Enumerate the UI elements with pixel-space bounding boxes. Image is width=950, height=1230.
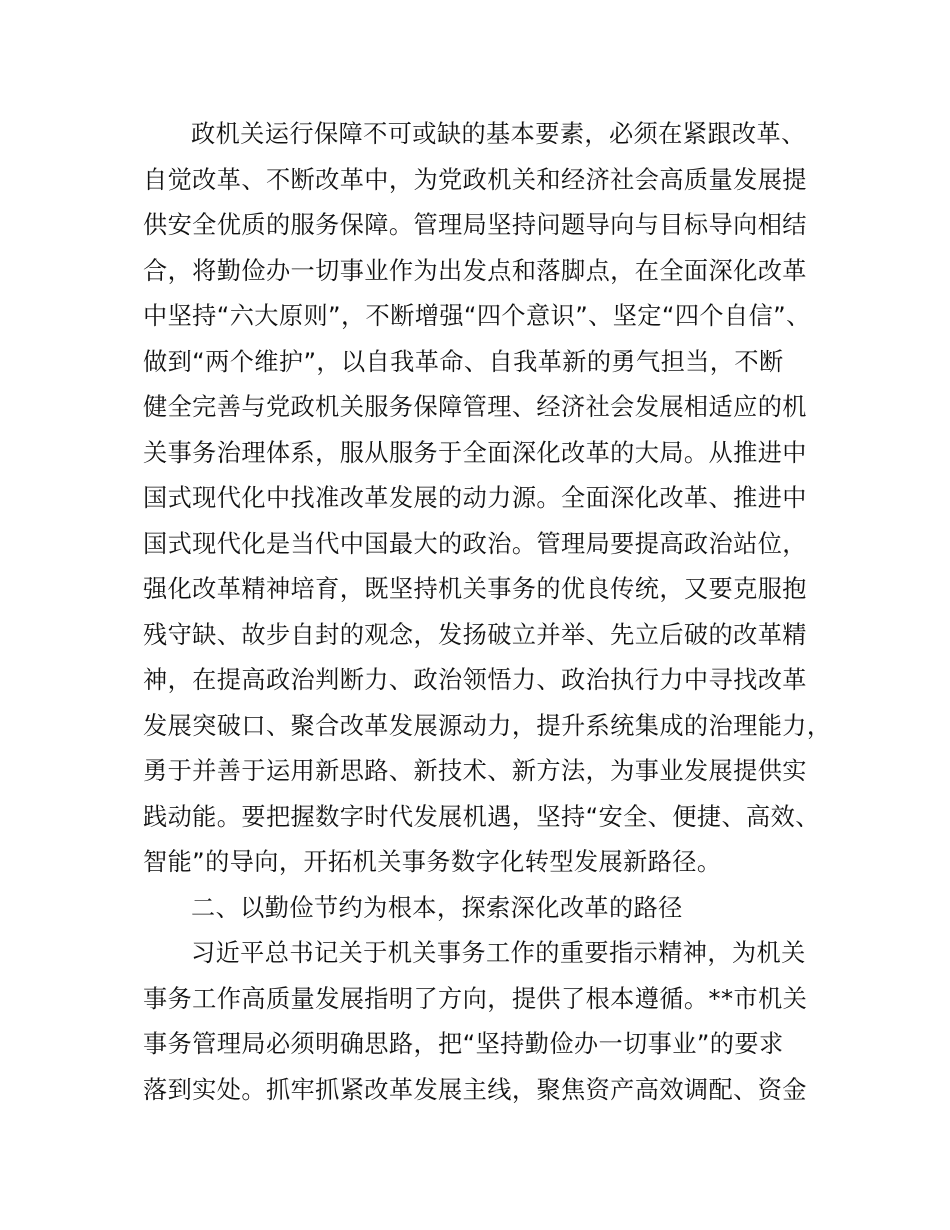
text-line: 勇于并善于运用新思路、新技术、新方法，为事业发展提供实	[143, 757, 807, 785]
text-line: 自觉改革、不断改革中，为党政机关和经济社会高质量发展提	[143, 165, 807, 194]
text-line: 政机关运行保障不可或缺的基本要素，必须在紧跟改革、	[191, 120, 806, 148]
text-line: 落到实处。抓牢抓紧改革发展主线，聚焦资产高效调配、资金	[143, 1075, 807, 1104]
text-line: 神，在提高政治判断力、政治领悟力、政治执行力中寻找改革	[143, 666, 807, 694]
section-heading-2	[143, 886, 833, 932]
heading-text: 二、以勤俭节约为根本，探索深化改革的路径	[191, 893, 683, 922]
paragraph-2	[143, 931, 833, 1113]
text-line: 事务管理局必须明确思路，把“坚持勤俭办一切事业”的要求	[143, 1030, 784, 1058]
text-line: 供安全优质的服务保障。管理局坚持问题导向与目标导向相结	[143, 211, 807, 239]
text-line: 关事务治理体系，服从服务于全面深化改革的大局。从推进中	[143, 438, 807, 467]
text-line: 践动能。要把握数字时代发展机遇，坚持“安全、便捷、高效、	[143, 802, 820, 831]
text-line: 国式现代化是当代中国最大的政治。管理局要提高政治站位，	[143, 529, 807, 558]
text-line: 国式现代化中找准改革发展的动力源。全面深化改革、推进中	[143, 484, 807, 512]
text-line: 合，将勤俭办一切事业作为出发点和落脚点，在全面深化改革	[143, 256, 807, 285]
document-body	[143, 112, 833, 1113]
text-line: 残守缺、故步自封的观念，发扬破立并举、先立后破的改革精	[143, 620, 807, 649]
text-line: 中坚持“六大原则”，不断增强“四个意识”、坚定“四个自信”、	[143, 302, 811, 330]
text-line: 做到“两个维护”，以自我革命、自我革新的勇气担当，不断	[143, 347, 784, 376]
text-line: 强化改革精神培育，既坚持机关事务的优良传统，又要克服抱	[143, 575, 807, 603]
paragraph-1	[143, 112, 833, 886]
text-line: 智能”的导向，开拓机关事务数字化转型发展新路径。	[143, 848, 722, 876]
text-line: 发展突破口、聚合改革发展源动力，提升系统集成的治理能力，	[143, 711, 832, 740]
text-line: 健全完善与党政机关服务保障管理、经济社会发展相适应的机	[143, 393, 807, 421]
text-line: 习近平总书记关于机关事务工作的重要指示精神，为机关	[191, 939, 806, 967]
text-line: 事务工作高质量发展指明了方向，提供了根本遵循。**市机关	[143, 984, 808, 1013]
